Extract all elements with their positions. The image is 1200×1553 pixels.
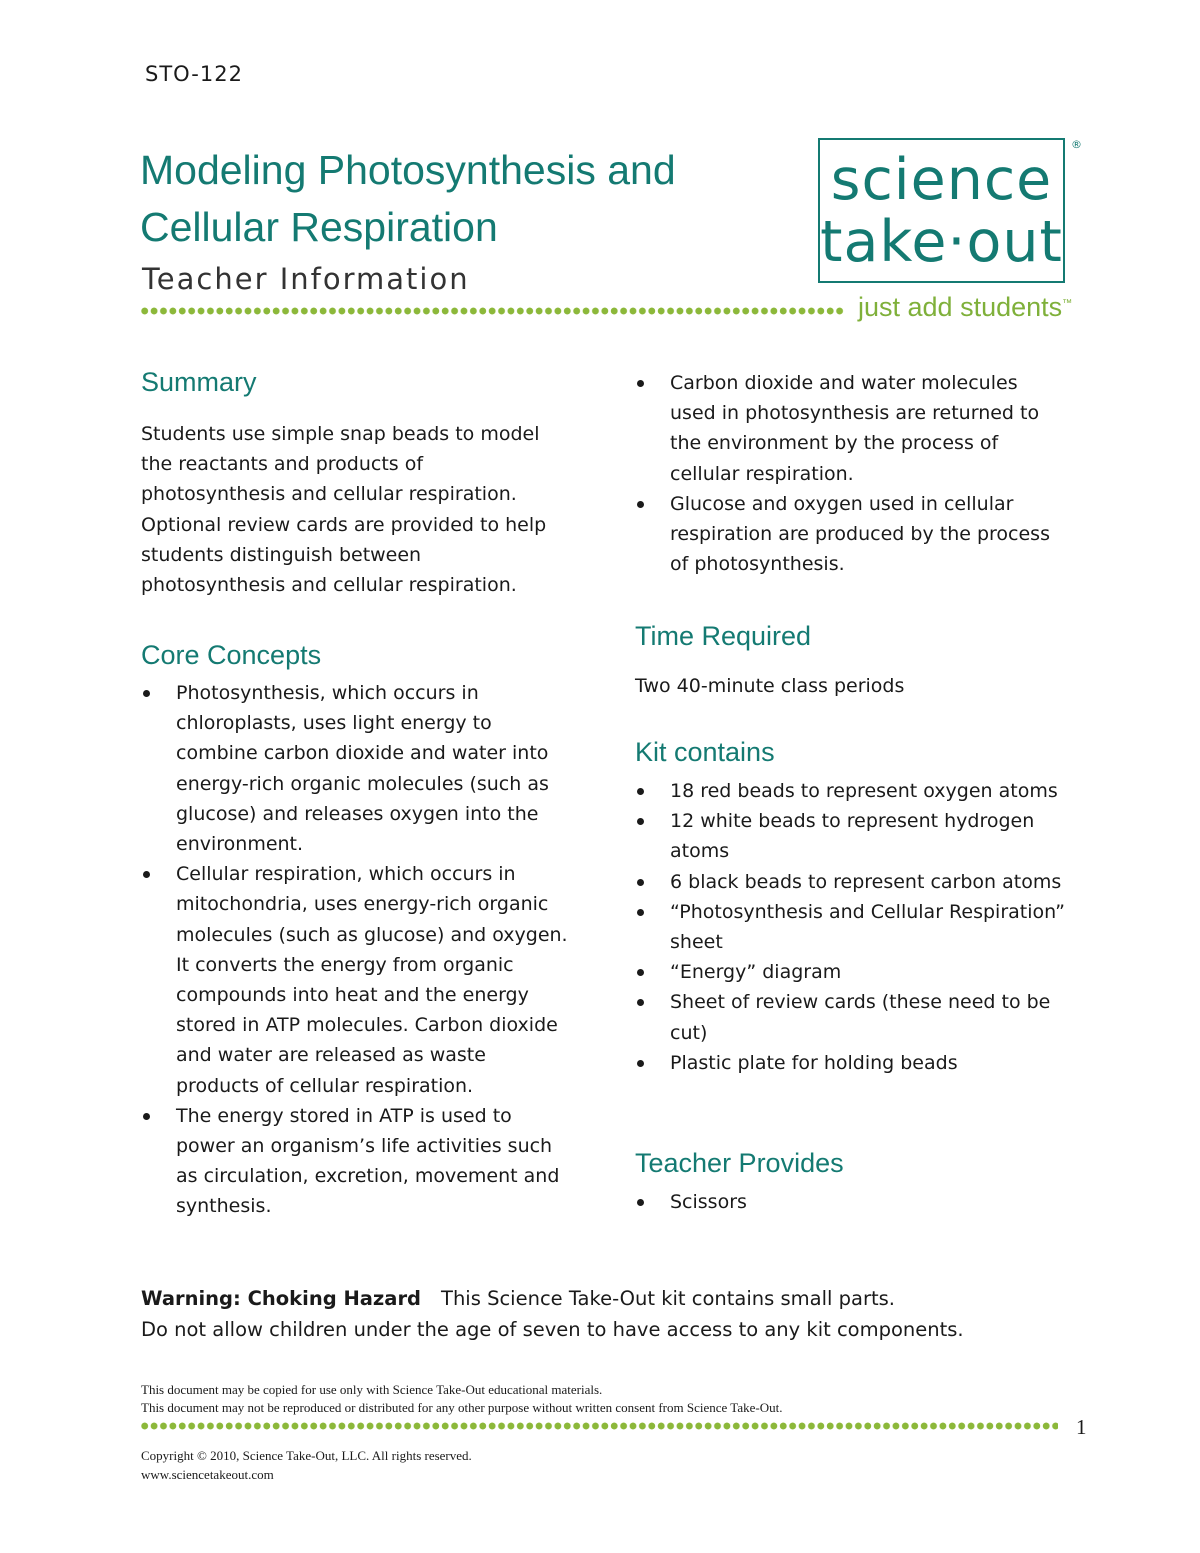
document-code: STO-122 <box>145 62 243 86</box>
time-required-heading: Time Required <box>635 621 812 651</box>
title-line-2: Cellular Respiration <box>140 204 498 250</box>
kit-contents-list <box>634 776 1074 1078</box>
summary-line: the reactants and products of <box>141 453 424 476</box>
logo-word-science: science <box>830 147 1053 213</box>
registered-mark: ® <box>1071 138 1082 151</box>
list-item: Photosynthesis, which occurs in chloroplasts, uses light energy to combine carbon dioxide and water into energy-rich organic molecules (such as glucose) and releases oxygen into the environment. <box>140 678 570 859</box>
list-item: Glucose and oxygen used in cellular respiration are produced by the process of photosynthesis. <box>634 489 1064 580</box>
kit-contains-heading: Kit contains <box>635 737 775 767</box>
time-required-text: Two 40-minute class periods <box>635 675 905 697</box>
logo-word-takeout: take·out <box>820 209 1063 275</box>
title-line-1: Modeling Photosynthesis and <box>140 147 676 193</box>
logo-tagline <box>858 292 1072 323</box>
header-dotted-divider <box>140 307 845 315</box>
page-number: 1 <box>1076 1415 1087 1439</box>
summary-heading: Summary <box>141 367 257 397</box>
choking-hazard-warning <box>141 1283 964 1345</box>
page-subtitle: Teacher Information <box>142 262 470 296</box>
list-item: “Energy” diagram <box>634 957 1074 987</box>
summary-line: students distinguish between <box>141 543 422 566</box>
legal-line: This document may not be reproduced or distributed for any other purpose without written consent from Science Take-Out. <box>141 1400 783 1415</box>
list-item: Scissors <box>634 1187 1064 1217</box>
summary-line: Optional review cards are provided to help <box>141 513 547 536</box>
copyright-block <box>141 1446 472 1484</box>
warning-text-line-2: Do not allow children under the age of seven to have access to any kit components. <box>141 1318 964 1341</box>
summary-line: photosynthesis and cellular respiration. <box>141 574 517 597</box>
warning-label: Warning: Choking Hazard <box>141 1287 422 1310</box>
list-item: Plastic plate for holding beads <box>634 1048 1074 1078</box>
summary-line: Students use simple snap beads to model <box>141 423 540 445</box>
list-item: The energy stored in ATP is used to power an organism’s life activities such as circulation, excretion, movement and synthesis. <box>140 1101 570 1222</box>
teacher-provides-list <box>634 1187 1064 1217</box>
list-item: Cellular respiration, which occurs in mitochondria, uses energy-rich organic molecules (such as glucose) and oxygen. It converts the energy from organic compounds into heat and the energy stored in ATP molecules. Carbon dioxide and water are released as waste products of cellular respiration. <box>140 859 570 1101</box>
teacher-provides-heading: Teacher Provides <box>635 1148 844 1178</box>
list-item: Sheet of review cards (these need to be cut) <box>634 987 1074 1047</box>
warning-text: This Science Take-Out kit contains small parts. <box>441 1287 896 1310</box>
core-concepts-list-continued <box>634 368 1064 579</box>
legal-line: This document may be copied for use only with Science Take-Out educational materials. <box>141 1382 603 1397</box>
list-item: 6 black beads to represent carbon atoms <box>634 867 1074 897</box>
copy-permission-notice <box>141 1381 782 1417</box>
list-item: “Photosynthesis and Cellular Respiration” sheet <box>634 897 1074 957</box>
summary-line: photosynthesis and cellular respiration. <box>141 483 517 506</box>
website-link[interactable]: www.sciencetakeout.com <box>141 1467 274 1482</box>
list-item: 18 red beads to represent oxygen atoms <box>634 776 1074 806</box>
copyright-text: Copyright © 2010, Science Take-Out, LLC. All rights reserved. <box>141 1448 472 1463</box>
trademark-mark: ™ <box>1062 298 1073 309</box>
list-item: 12 white beads to represent hydrogen atoms <box>634 806 1074 866</box>
page-title <box>140 142 676 256</box>
science-takeout-logo <box>818 138 1065 283</box>
summary-text <box>141 419 546 600</box>
list-item: Carbon dioxide and water molecules used in photosynthesis are returned to the environment by the process of cellular respiration. <box>634 368 1064 489</box>
core-concepts-list <box>140 678 570 1222</box>
footer-dotted-divider <box>140 1422 1058 1430</box>
tagline-text: just add students <box>858 292 1063 322</box>
core-concepts-heading: Core Concepts <box>141 640 322 670</box>
